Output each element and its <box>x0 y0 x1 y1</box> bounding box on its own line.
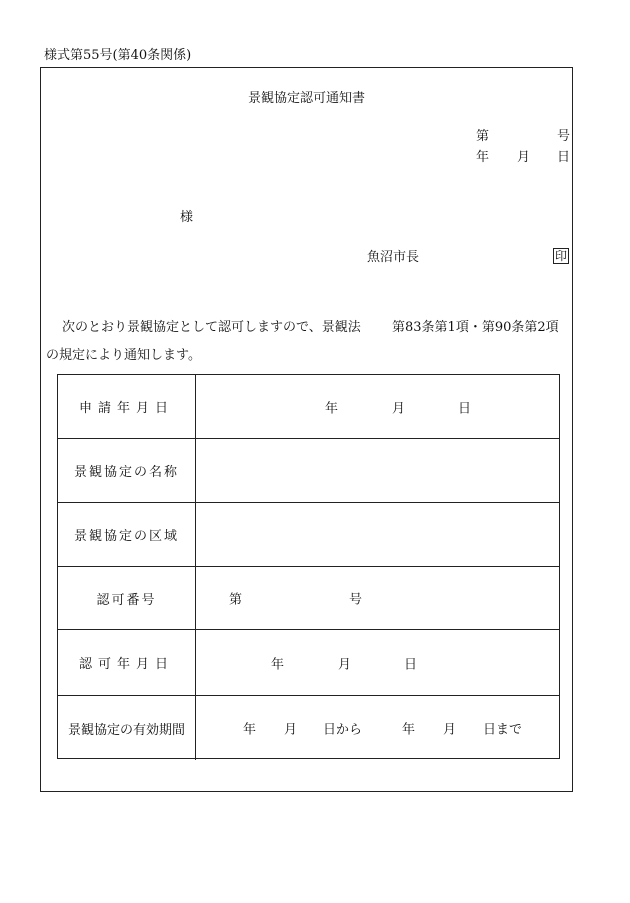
month-label: 月 <box>392 401 406 416</box>
number-suffix: 号 <box>349 592 363 608</box>
table-value-cell <box>196 503 559 566</box>
table-row-validity-period <box>58 696 559 760</box>
table-row-approval-number <box>58 567 559 630</box>
table-label: 認可番号 <box>96 592 157 608</box>
info-table <box>57 374 560 759</box>
month-label: 月 <box>338 657 352 672</box>
number-prefix: 第 <box>476 129 490 144</box>
table-label: 申請年月日 <box>78 401 174 416</box>
table-label-cell <box>58 375 196 438</box>
year-label: 年 <box>325 401 339 416</box>
table-label-cell <box>58 630 196 695</box>
end-day-label: 日まで <box>483 722 523 738</box>
table-label-cell <box>58 503 196 566</box>
table-label: 景観協定の名称 <box>73 465 179 480</box>
form-number-label: 様式第55号(第40条関係) <box>44 48 192 63</box>
table-row-agreement-area <box>58 503 559 567</box>
year-label: 年 <box>271 657 285 672</box>
table-label-cell <box>58 567 196 629</box>
start-day-label: 日から <box>323 722 363 738</box>
table-label: 景観協定の区域 <box>73 529 179 544</box>
seal-stamp: 印 <box>555 249 568 263</box>
table-row-agreement-name <box>58 439 559 503</box>
body-text-line2: の規定により通知します。 <box>46 348 201 363</box>
start-month-label: 月 <box>284 722 298 738</box>
table-label-cell <box>58 439 196 502</box>
end-month-label: 月 <box>443 722 457 738</box>
start-year-label: 年 <box>243 722 257 738</box>
body-text-line1: 次のとおり景観協定として認可しますので、景観法 <box>62 320 361 335</box>
table-label: 認可年月日 <box>78 657 174 672</box>
date-year-label: 年 <box>476 150 490 165</box>
table-value-cell <box>196 696 559 760</box>
table-value-cell <box>196 630 559 695</box>
issuer-name: 魚沼市長 <box>367 250 420 265</box>
day-label: 日 <box>404 657 418 672</box>
table-value-cell <box>196 567 559 629</box>
table-value-cell <box>196 375 559 438</box>
date-day-label: 日 <box>557 150 571 165</box>
table-value-cell <box>196 439 559 502</box>
table-row-application-date <box>58 375 559 439</box>
recipient-honorific: 様 <box>180 210 194 225</box>
document-title: 景観協定認可通知書 <box>248 91 366 106</box>
day-label: 日 <box>458 401 472 416</box>
number-suffix: 号 <box>557 129 571 144</box>
number-prefix: 第 <box>229 592 243 608</box>
table-row-approval-date <box>58 630 559 696</box>
body-law-reference: 第83条第1項・第90条第2項 <box>392 320 559 335</box>
end-year-label: 年 <box>402 722 416 738</box>
table-label: 景観協定の有効期間 <box>67 722 185 738</box>
date-month-label: 月 <box>517 150 531 165</box>
table-label-cell <box>58 696 196 760</box>
